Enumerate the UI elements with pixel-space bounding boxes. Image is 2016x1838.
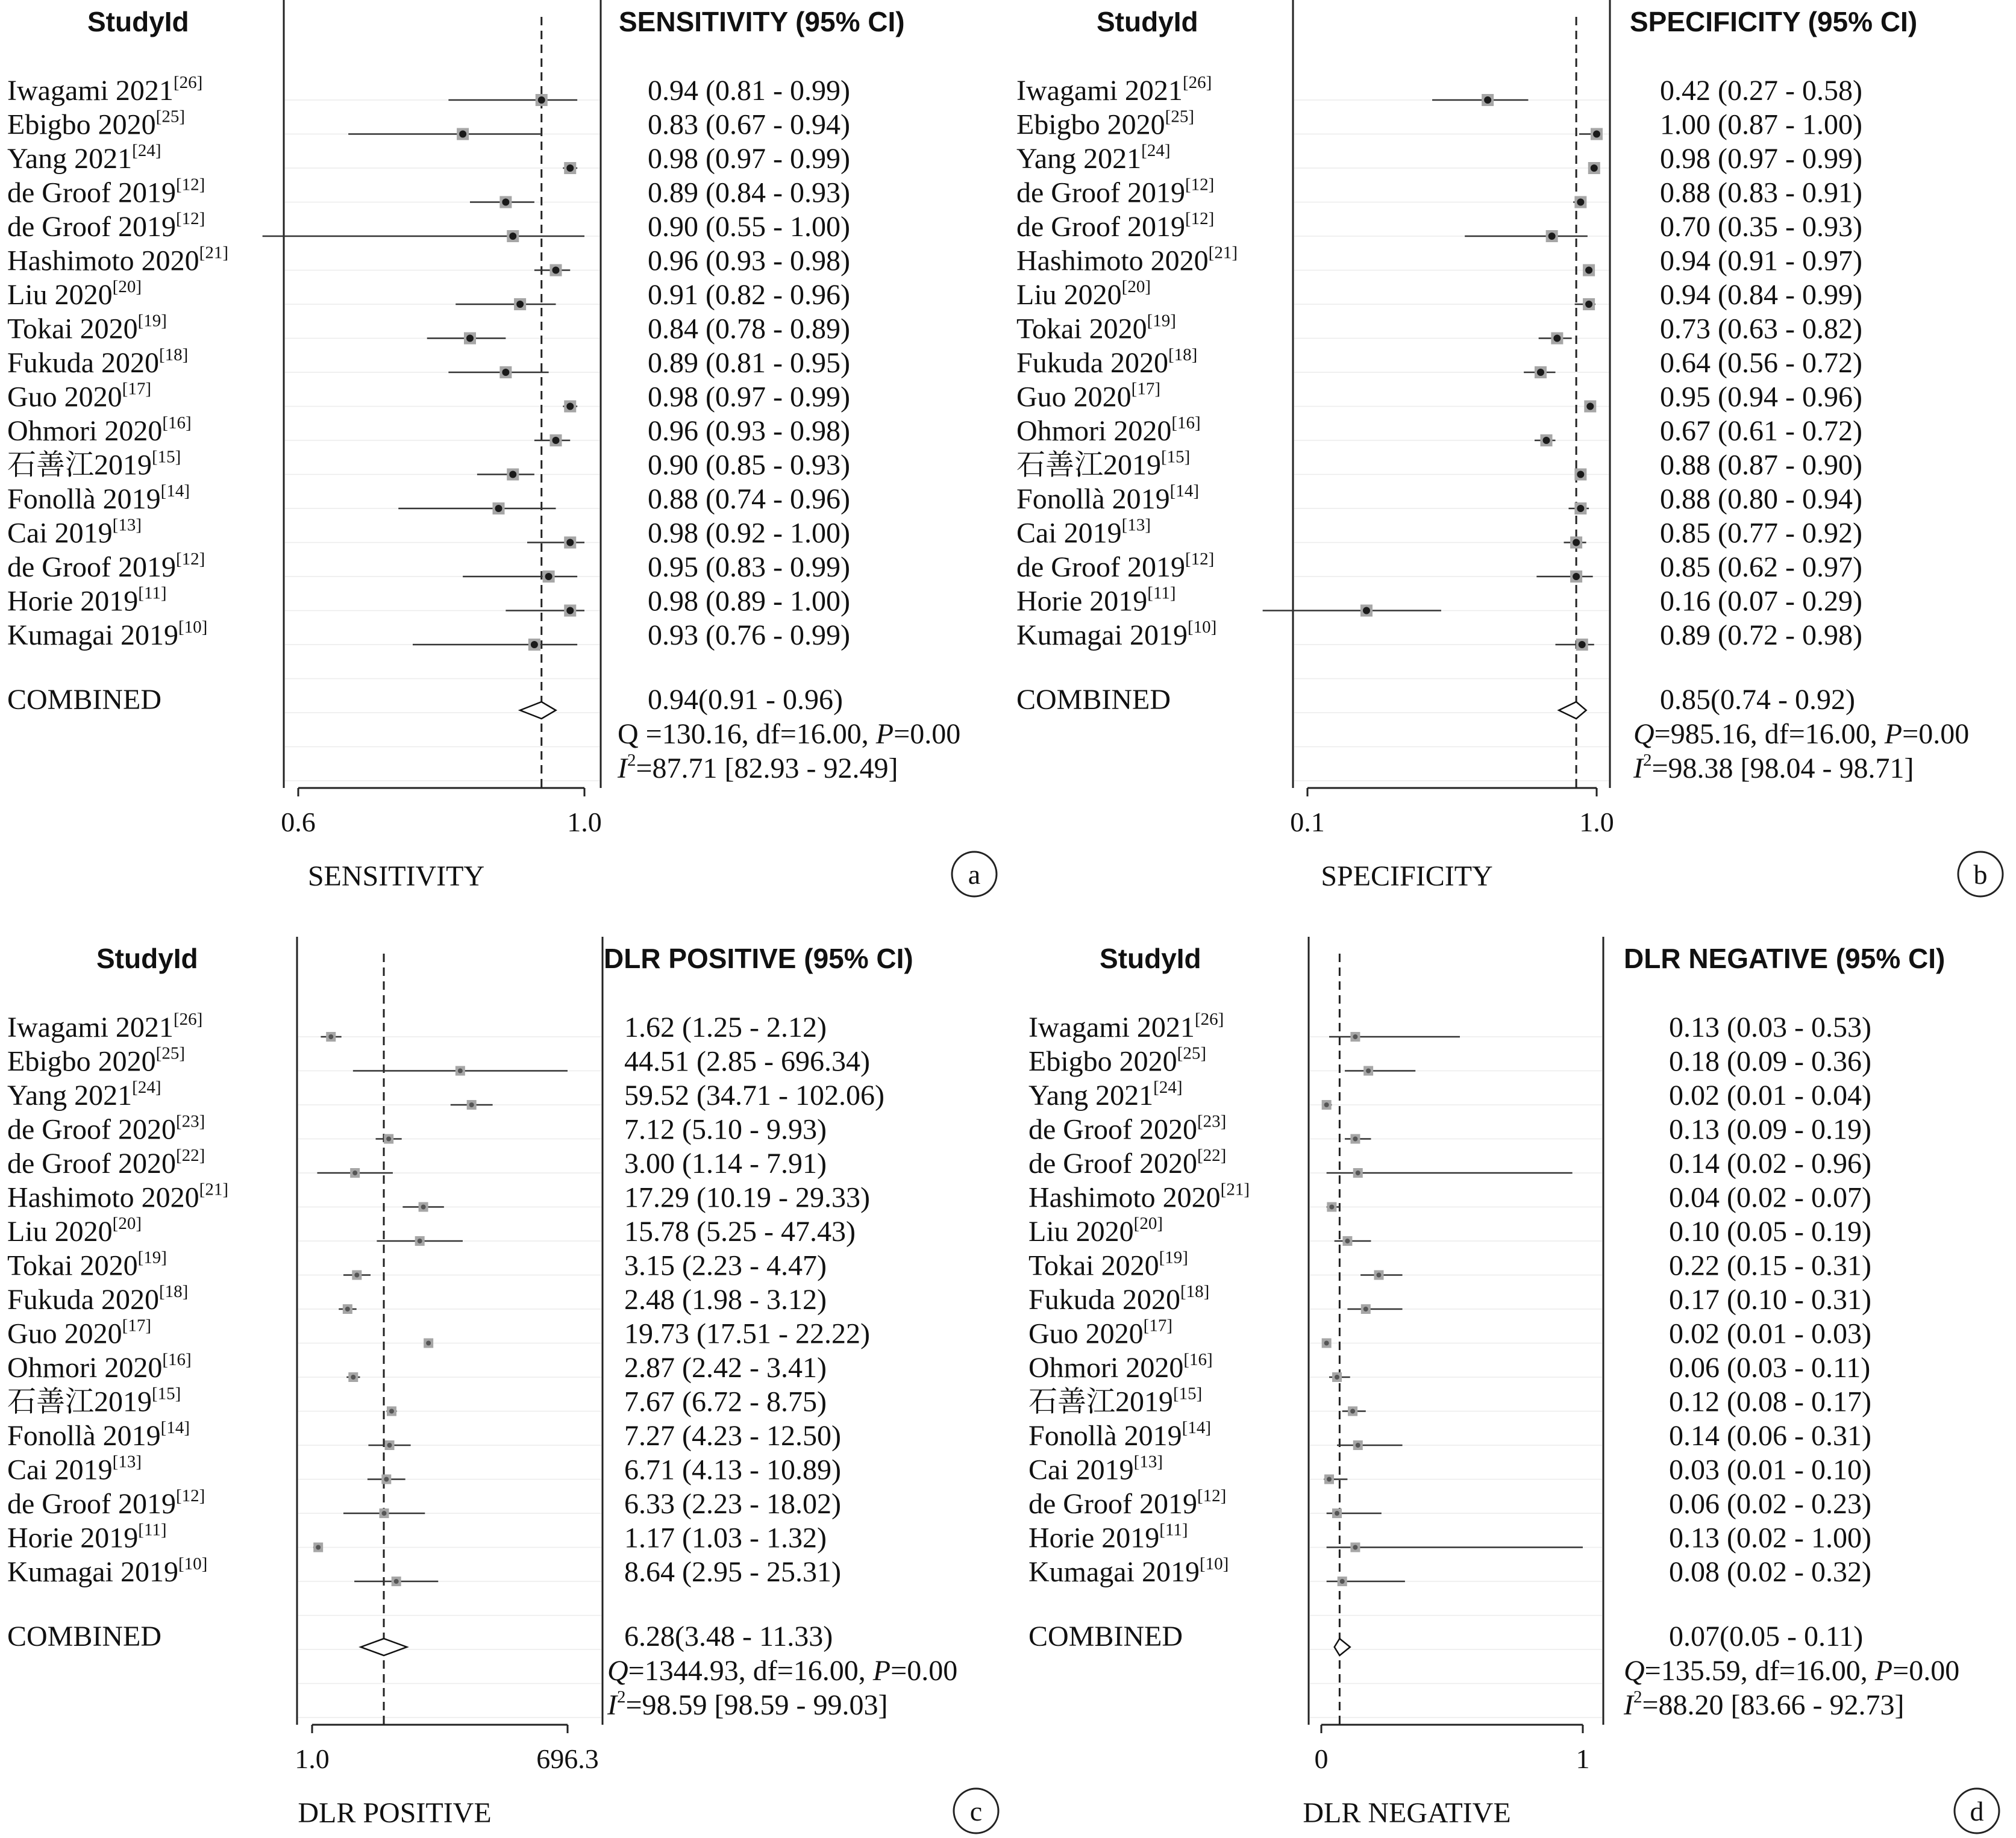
estimate-value: 0.98 (0.97 - 0.99)	[1660, 143, 1862, 175]
estimate-value: 0.13 (0.03 - 0.53)	[1669, 1011, 1871, 1043]
study-label: de Groof 2019[12]	[1028, 1486, 1227, 1520]
study-label: Ebigbo 2020[25]	[7, 1043, 185, 1078]
point-estimate-dot	[1324, 1102, 1329, 1107]
study-label: Cai 2019[13]	[1016, 515, 1151, 549]
estimate-value: 0.42 (0.27 - 0.58)	[1660, 75, 1862, 107]
combined-label: COMBINED	[1028, 1621, 1183, 1652]
heterogeneity-i2: $I^2=87.71$ [82.93 - 92.49]	[618, 751, 898, 784]
study-label: de Groof 2019[12]	[7, 1486, 205, 1520]
point-estimate-dot	[351, 1375, 355, 1380]
study-label: Horie 2019[11]	[1028, 1520, 1188, 1554]
estimate-value: 0.88 (0.74 - 0.96)	[648, 483, 850, 515]
study-label: de Groof 2019[12]	[1016, 549, 1215, 583]
point-estimate-dot	[1586, 403, 1594, 410]
heterogeneity-i2: $I^2=98.59$ [98.59 - 99.03]	[607, 1687, 888, 1721]
estimate-value: 1.00 (0.87 - 1.00)	[1660, 108, 1862, 141]
estimate-value: 0.96 (0.93 - 0.98)	[648, 415, 850, 447]
estimate-value: 0.03 (0.01 - 0.10)	[1669, 1454, 1871, 1486]
value-column-header: DLR NEGATIVE (95% CI)	[1624, 943, 1946, 974]
point-estimate-dot	[1363, 1307, 1368, 1311]
study-column-header: StudyId	[1097, 6, 1198, 37]
study-label: Horie 2019[11]	[7, 1520, 167, 1554]
point-estimate-dot	[538, 96, 545, 104]
estimate-value: 0.73 (0.63 - 0.82)	[1660, 313, 1862, 345]
study-label: Iwagami 2021[26]	[7, 1010, 203, 1043]
point-estimate-dot	[1577, 505, 1584, 512]
forest-panel-c	[7, 937, 998, 1833]
point-estimate-dot	[566, 164, 574, 172]
heterogeneity-q: Q=985.16, df=16.00, P=0.00	[1633, 718, 1970, 750]
study-label: Tokai 2020[19]	[7, 311, 167, 345]
study-label: Liu 2020[20]	[1028, 1214, 1163, 1248]
study-label: Iwagami 2021[26]	[7, 73, 203, 107]
study-label: 石善江2019[15]	[1016, 447, 1191, 481]
point-estimate-dot	[495, 505, 502, 512]
point-estimate-dot	[566, 607, 574, 614]
x-tick-label: 0.1	[1290, 807, 1325, 837]
estimate-value: 0.06 (0.02 - 0.23)	[1669, 1488, 1871, 1520]
panel-label: d	[1970, 1796, 1984, 1827]
combined-value: 0.85(0.74 - 0.92)	[1660, 684, 1855, 716]
estimate-value: 1.17 (1.03 - 1.32)	[624, 1522, 827, 1554]
x-tick-label: 1.0	[295, 1743, 330, 1774]
combined-diamond	[520, 702, 556, 719]
x-axis-label: SPECIFICITY	[1321, 860, 1493, 892]
estimate-value: 0.89 (0.81 - 0.95)	[648, 347, 850, 379]
estimate-value: 0.98 (0.97 - 0.99)	[648, 143, 850, 175]
point-estimate-dot	[1340, 1579, 1345, 1584]
point-estimate-dot	[426, 1341, 431, 1346]
point-estimate-dot	[1353, 1137, 1357, 1142]
study-label: Kumagai 2019[10]	[1016, 617, 1217, 651]
point-estimate-dot	[1353, 1545, 1357, 1550]
study-label: Liu 2020[20]	[1016, 277, 1151, 311]
study-label: 石善江2019[15]	[1028, 1384, 1203, 1418]
estimate-value: 7.27 (4.23 - 12.50)	[624, 1420, 841, 1452]
study-label: Horie 2019[11]	[7, 583, 167, 617]
study-label: de Groof 2019[12]	[7, 549, 205, 583]
estimate-value: 17.29 (10.19 - 29.33)	[624, 1181, 870, 1214]
estimate-value: 0.94 (0.91 - 0.97)	[1660, 245, 1862, 277]
point-estimate-dot	[1376, 1273, 1381, 1278]
study-label: Cai 2019[13]	[1028, 1452, 1163, 1486]
combined-label: COMBINED	[7, 1621, 162, 1652]
estimate-value: 3.15 (2.23 - 4.47)	[624, 1249, 827, 1282]
study-label: Liu 2020[20]	[7, 277, 142, 311]
study-label: Ohmori 2020[16]	[7, 413, 192, 447]
point-estimate-dot	[1327, 1477, 1332, 1482]
estimate-value: 0.98 (0.97 - 0.99)	[648, 381, 850, 413]
point-estimate-dot	[1356, 1171, 1360, 1175]
study-label: 石善江2019[15]	[7, 1384, 181, 1418]
study-label: Ohmori 2020[16]	[7, 1350, 192, 1384]
combined-diamond	[1335, 1639, 1350, 1655]
point-estimate-dot	[1350, 1409, 1355, 1414]
estimate-value: 0.83 (0.67 - 0.94)	[648, 108, 850, 141]
heterogeneity-q: Q =130.16, df=16.00, P=0.00	[618, 718, 961, 750]
study-label: Tokai 2020[19]	[1016, 311, 1176, 345]
study-label: de Groof 2019[12]	[7, 175, 205, 209]
estimate-value: 0.89 (0.84 - 0.93)	[648, 177, 850, 209]
estimate-value: 0.14 (0.06 - 0.31)	[1669, 1420, 1871, 1452]
point-estimate-dot	[1593, 131, 1600, 138]
study-label: de Groof 2020[23]	[7, 1111, 205, 1146]
estimate-value: 0.91 (0.82 - 0.96)	[648, 279, 850, 311]
study-label: Hashimoto 2020[21]	[7, 1180, 228, 1214]
estimate-value: 0.13 (0.02 - 1.00)	[1669, 1522, 1871, 1554]
estimate-value: 0.98 (0.89 - 1.00)	[648, 585, 850, 617]
forest-panel-a	[7, 0, 997, 896]
point-estimate-dot	[394, 1579, 399, 1584]
point-estimate-dot	[1553, 335, 1561, 342]
forest-panel-d	[1028, 937, 1999, 1833]
estimate-value: 8.64 (2.95 - 25.31)	[624, 1556, 841, 1588]
study-label: Cai 2019[13]	[7, 515, 142, 549]
study-label: Iwagami 2021[26]	[1016, 73, 1212, 107]
x-tick-label: 1.0	[1579, 807, 1614, 837]
point-estimate-dot	[466, 335, 474, 342]
panel-label: b	[1973, 859, 1988, 890]
combined-diamond	[361, 1639, 407, 1655]
study-label: Ebigbo 2020[25]	[1016, 107, 1194, 141]
study-column-header: StudyId	[87, 6, 189, 37]
estimate-value: 0.88 (0.80 - 0.94)	[1660, 483, 1862, 515]
estimate-value: 0.98 (0.92 - 1.00)	[648, 517, 850, 549]
panel-label: a	[968, 859, 981, 890]
estimate-value: 0.89 (0.72 - 0.98)	[1660, 619, 1862, 651]
point-estimate-dot	[1579, 641, 1586, 648]
combined-label: COMBINED	[7, 684, 162, 716]
study-label: Fonollà 2019[14]	[7, 1418, 190, 1452]
point-estimate-dot	[1543, 437, 1550, 444]
point-estimate-dot	[1363, 607, 1370, 614]
point-estimate-dot	[1335, 1511, 1339, 1516]
point-estimate-dot	[389, 1409, 394, 1414]
estimate-value: 0.06 (0.03 - 0.11)	[1669, 1352, 1871, 1384]
estimate-value: 0.08 (0.02 - 0.32)	[1669, 1556, 1871, 1588]
study-label: Kumagai 2019[10]	[1028, 1554, 1229, 1588]
point-estimate-dot	[382, 1511, 387, 1516]
study-label: Cai 2019[13]	[7, 1452, 142, 1486]
point-estimate-dot	[387, 1443, 392, 1448]
study-label: Liu 2020[20]	[7, 1214, 142, 1248]
estimate-value: 0.22 (0.15 - 0.31)	[1669, 1249, 1871, 1282]
estimate-value: 7.67 (6.72 - 8.75)	[624, 1386, 827, 1418]
study-label: Yang 2021[24]	[7, 1078, 161, 1111]
point-estimate-dot	[1537, 369, 1544, 376]
point-estimate-dot	[509, 233, 516, 240]
estimate-value: 59.52 (34.71 - 102.06)	[624, 1080, 884, 1111]
point-estimate-dot	[1345, 1239, 1350, 1243]
study-label: Fukuda 2020[18]	[7, 345, 189, 379]
x-axis-label: DLR NEGATIVE	[1303, 1797, 1511, 1829]
estimate-value: 0.90 (0.85 - 0.93)	[648, 449, 850, 481]
point-estimate-dot	[502, 199, 509, 206]
estimate-value: 0.84 (0.78 - 0.89)	[648, 313, 850, 345]
point-estimate-dot	[502, 369, 509, 376]
estimate-value: 7.12 (5.10 - 9.93)	[624, 1113, 827, 1146]
study-label: Horie 2019[11]	[1016, 583, 1176, 617]
point-estimate-dot	[1353, 1034, 1357, 1039]
study-label: de Groof 2019[12]	[1016, 175, 1215, 209]
x-tick-label: 0	[1314, 1743, 1329, 1774]
estimate-value: 0.93 (0.76 - 0.99)	[648, 619, 850, 651]
study-label: Kumagai 2019[10]	[7, 617, 208, 651]
study-label: Ohmori 2020[16]	[1028, 1350, 1213, 1384]
point-estimate-dot	[1585, 301, 1592, 308]
study-column-header: StudyId	[1100, 943, 1201, 974]
point-estimate-dot	[553, 437, 560, 444]
study-label: de Groof 2020[22]	[7, 1146, 205, 1180]
estimate-value: 1.62 (1.25 - 2.12)	[624, 1011, 827, 1043]
study-label: Hashimoto 2020[21]	[1028, 1180, 1250, 1214]
estimate-value: 0.13 (0.09 - 0.19)	[1669, 1113, 1871, 1146]
point-estimate-dot	[531, 641, 538, 648]
point-estimate-dot	[1335, 1375, 1339, 1380]
study-label: Kumagai 2019[10]	[7, 1554, 208, 1588]
point-estimate-dot	[384, 1477, 389, 1482]
point-estimate-dot	[1324, 1341, 1329, 1346]
point-estimate-dot	[469, 1102, 474, 1107]
estimate-value: 0.96 (0.93 - 0.98)	[648, 245, 850, 277]
estimate-value: 0.95 (0.94 - 0.96)	[1660, 381, 1862, 413]
study-label: Hashimoto 2020[21]	[1016, 243, 1238, 277]
heterogeneity-i2: $I^2=98.38$ [98.04 - 98.71]	[1633, 751, 1914, 784]
study-column-header: StudyId	[96, 943, 198, 974]
study-label: Fonollà 2019[14]	[1028, 1418, 1211, 1452]
estimate-value: 0.16 (0.07 - 0.29)	[1660, 585, 1862, 617]
estimate-value: 44.51 (2.85 - 696.34)	[624, 1045, 870, 1078]
combined-value: 0.94(0.91 - 0.96)	[648, 684, 843, 716]
point-estimate-dot	[386, 1137, 391, 1142]
estimate-value: 0.70 (0.35 - 0.93)	[1660, 211, 1862, 243]
value-column-header: SPECIFICITY (95% CI)	[1630, 6, 1918, 37]
point-estimate-dot	[354, 1273, 359, 1278]
estimate-value: 0.85 (0.77 - 0.92)	[1660, 517, 1862, 549]
estimate-value: 0.85 (0.62 - 0.97)	[1660, 551, 1862, 583]
point-estimate-dot	[458, 1069, 463, 1074]
point-estimate-dot	[566, 403, 574, 410]
estimate-value: 0.88 (0.83 - 0.91)	[1660, 177, 1862, 209]
point-estimate-dot	[553, 267, 560, 274]
study-label: Iwagami 2021[26]	[1028, 1010, 1224, 1043]
point-estimate-dot	[1484, 96, 1491, 104]
point-estimate-dot	[1356, 1443, 1360, 1448]
study-label: Fonollà 2019[14]	[7, 481, 190, 515]
study-label: Guo 2020[17]	[1028, 1316, 1172, 1350]
point-estimate-dot	[1585, 267, 1592, 274]
study-label: Fukuda 2020[18]	[1028, 1282, 1210, 1316]
point-estimate-dot	[316, 1545, 321, 1550]
point-estimate-dot	[345, 1307, 350, 1311]
study-label: Fukuda 2020[18]	[7, 1282, 189, 1316]
point-estimate-dot	[509, 471, 516, 478]
combined-value: 6.28(3.48 - 11.33)	[624, 1621, 833, 1652]
estimate-value: 0.88 (0.87 - 0.90)	[1660, 449, 1862, 481]
point-estimate-dot	[459, 131, 466, 138]
combined-label: COMBINED	[1016, 684, 1171, 716]
point-estimate-dot	[1573, 573, 1580, 580]
estimate-value: 2.87 (2.42 - 3.41)	[624, 1352, 827, 1384]
study-label: Ohmori 2020[16]	[1016, 413, 1201, 447]
estimate-value: 0.90 (0.55 - 1.00)	[648, 211, 850, 243]
study-label: Fukuda 2020[18]	[1016, 345, 1198, 379]
estimate-value: 0.04 (0.02 - 0.07)	[1669, 1181, 1871, 1214]
study-label: Yang 2021[24]	[1028, 1078, 1183, 1111]
x-axis-label: SENSITIVITY	[307, 860, 485, 892]
estimate-value: 6.33 (2.23 - 18.02)	[624, 1488, 841, 1520]
heterogeneity-q: Q=1344.93, df=16.00, P=0.00	[607, 1655, 958, 1687]
study-label: Guo 2020[17]	[7, 379, 151, 413]
study-label: de Groof 2019[12]	[7, 209, 205, 243]
heterogeneity-i2: $I^2=88.20$ [83.66 - 92.73]	[1624, 1687, 1905, 1721]
value-column-header: SENSITIVITY (95% CI)	[619, 6, 905, 37]
estimate-value: 0.17 (0.10 - 0.31)	[1669, 1284, 1871, 1316]
estimate-value: 0.94 (0.84 - 0.99)	[1660, 279, 1862, 311]
estimate-value: 3.00 (1.14 - 7.91)	[624, 1148, 827, 1180]
study-label: Tokai 2020[19]	[7, 1248, 167, 1282]
study-label: Guo 2020[17]	[1016, 379, 1160, 413]
estimate-value: 0.12 (0.08 - 0.17)	[1669, 1386, 1871, 1418]
estimate-value: 15.78 (5.25 - 47.43)	[624, 1216, 856, 1248]
x-tick-label: 0.6	[281, 807, 316, 837]
study-label: 石善江2019[15]	[7, 447, 181, 481]
point-estimate-dot	[328, 1034, 333, 1039]
point-estimate-dot	[1329, 1205, 1334, 1210]
estimate-value: 6.71 (4.13 - 10.89)	[624, 1454, 841, 1486]
estimate-value: 0.10 (0.05 - 0.19)	[1669, 1216, 1871, 1248]
panel-label: c	[969, 1796, 983, 1827]
estimate-value: 0.14 (0.02 - 0.96)	[1669, 1148, 1871, 1180]
point-estimate-dot	[545, 573, 553, 580]
point-estimate-dot	[421, 1205, 426, 1210]
study-label: Fonollà 2019[14]	[1016, 481, 1199, 515]
point-estimate-dot	[566, 539, 574, 546]
estimate-value: 0.95 (0.83 - 0.99)	[648, 551, 850, 583]
estimate-value: 0.94 (0.81 - 0.99)	[648, 75, 850, 107]
estimate-value: 0.67 (0.61 - 0.72)	[1660, 415, 1862, 447]
heterogeneity-q: Q=135.59, df=16.00, P=0.00	[1624, 1655, 1960, 1687]
study-label: de Groof 2020[23]	[1028, 1111, 1227, 1146]
study-label: Hashimoto 2020[21]	[7, 243, 228, 277]
study-label: de Groof 2019[12]	[1016, 209, 1215, 243]
study-label: Tokai 2020[19]	[1028, 1248, 1188, 1282]
value-column-header: DLR POSITIVE (95% CI)	[604, 943, 913, 974]
point-estimate-dot	[1366, 1069, 1371, 1074]
x-tick-label: 696.3	[536, 1743, 599, 1774]
x-tick-label: 1	[1576, 1743, 1590, 1774]
study-label: Guo 2020[17]	[7, 1316, 151, 1350]
study-label: Yang 2021[24]	[7, 141, 161, 175]
point-estimate-dot	[418, 1239, 422, 1243]
point-estimate-dot	[1577, 199, 1584, 206]
point-estimate-dot	[516, 301, 524, 308]
combined-value: 0.07(0.05 - 0.11)	[1669, 1621, 1864, 1652]
estimate-value: 19.73 (17.51 - 22.22)	[624, 1318, 870, 1350]
point-estimate-dot	[1577, 471, 1584, 478]
study-label: Ebigbo 2020[25]	[1028, 1043, 1206, 1078]
combined-diamond	[1559, 702, 1586, 719]
study-label: Yang 2021[24]	[1016, 141, 1171, 175]
x-axis-label: DLR POSITIVE	[298, 1797, 492, 1829]
study-label: de Groof 2020[22]	[1028, 1146, 1227, 1180]
forest-panel-b	[1016, 0, 2003, 896]
study-label: Ebigbo 2020[25]	[7, 107, 185, 141]
point-estimate-dot	[352, 1171, 357, 1175]
estimate-value: 0.02 (0.01 - 0.03)	[1669, 1318, 1871, 1350]
point-estimate-dot	[1573, 539, 1580, 546]
estimate-value: 0.18 (0.09 - 0.36)	[1669, 1045, 1871, 1078]
x-tick-label: 1.0	[567, 807, 602, 837]
estimate-value: 0.02 (0.01 - 0.04)	[1669, 1080, 1871, 1111]
point-estimate-dot	[1591, 164, 1598, 172]
estimate-value: 0.64 (0.56 - 0.72)	[1660, 347, 1862, 379]
point-estimate-dot	[1548, 233, 1556, 240]
estimate-value: 2.48 (1.98 - 3.12)	[624, 1284, 827, 1316]
